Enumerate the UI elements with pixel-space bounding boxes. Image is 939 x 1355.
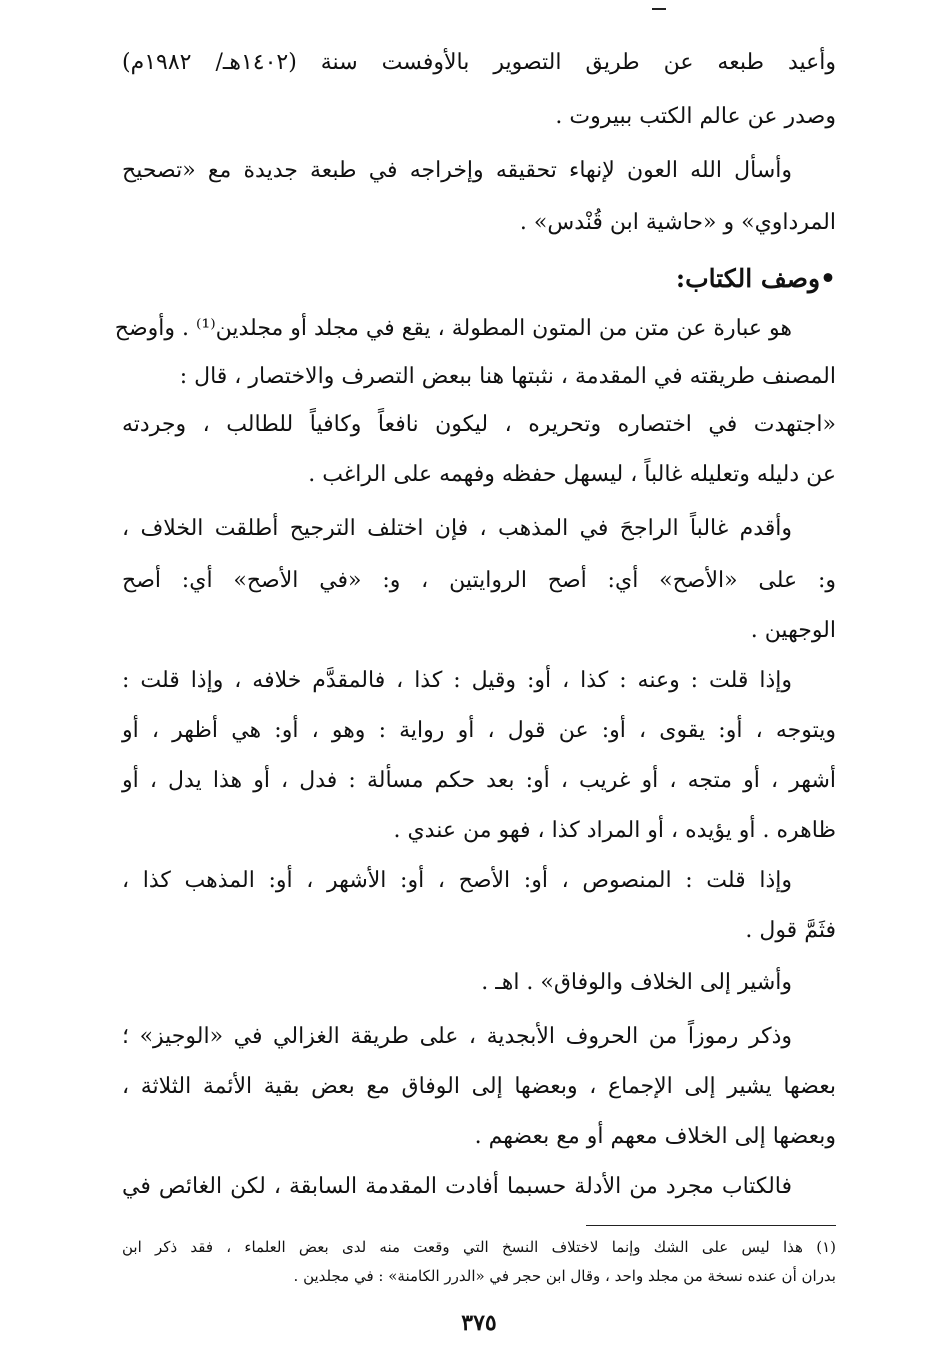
text-line: «اجتهدت في اختصاره وتحريره ، ليكون نافعاً وكافياً للطالب ، وجردته bbox=[122, 412, 836, 437]
document-page bbox=[114, 0, 837, 1355]
page-number: ٣٧٥ bbox=[461, 1310, 497, 1336]
text-line: المصنف طريقته في المقدمة ، نثبتها هنا ببعض التصرف والاختصار ، قال : bbox=[179, 364, 836, 389]
footnote-line: (١) هذا ليس على الشك وإنما لاختلاف النسخ التي وقعت منه لدى بعض العلماء ، فقد ذكر ابن bbox=[122, 1238, 836, 1256]
text-line: بعضها يشير إلى الإجماع ، وبعضها إلى الوفاق مع بعض بقية الأئمة الثلاثة ، bbox=[122, 1074, 836, 1099]
text-line: وأشير إلى الخلاف والوفاق» . اهـ . bbox=[481, 970, 792, 995]
text-line: وأسأل الله العون لإنهاء تحقيقه وإخراجه في طبعة جديدة مع «تصحيح bbox=[122, 158, 792, 183]
text-line: وإذا قلت : المنصوص ، أو: الأصح ، أو: الأشهر ، أو: المذهب كذا ، bbox=[122, 868, 792, 893]
text-line: هو عبارة عن متن من المتون المطولة ، يقع في مجلد أو مجلدين⁽¹⁾ . وأوضح bbox=[114, 316, 792, 341]
text-line: وذكر رموزاً من الحروف الأبجدية ، على طريقة الغزالي في «الوجيز» ؛ bbox=[122, 1024, 792, 1049]
text-line: ويتوجه ، أو: يقوى ، أو: عن قول ، أو رواية : وهو ، أو: هي أظهر ، أو bbox=[122, 718, 836, 743]
text-line: وأعيد طبعه عن طريق التصوير بالأوفست سنة (١٤٠٢هـ/ ١٩٨٢م) bbox=[122, 50, 837, 75]
text-line: و: على «الأصح» أي: أصح الروايتين ، و: «في الأصح» أي: أصح bbox=[122, 568, 836, 593]
text-line: وأقدم غالباً الراجحَ في المذهب ، فإن اختلف الترجيح أطلقت الخلاف ، bbox=[122, 516, 792, 541]
text-line: أشهر ، أو متجه ، أو غريب ، أو: بعد حكم مسألة : فدل ، أو هذا يدل ، أو bbox=[122, 768, 836, 793]
footnote-divider bbox=[586, 1225, 836, 1226]
text-line: فثَمَّ قول . bbox=[745, 918, 836, 943]
text-line: عن دليله وتعليله غالباً ، ليسهل حفظه وفهمه على الراغب . bbox=[308, 462, 836, 487]
footnote-line: بدران أن عنده نسخة من مجلد واحد ، وقال ابن حجر في «الدرر الكامنة» : في مجلدين . bbox=[293, 1267, 836, 1285]
text-line: وإذا قلت : وعنه : كذا ، أو: وقيل : كذا ، فالمقدَّم خلافه ، وإذا قلت : bbox=[122, 668, 792, 693]
text-line: وبعضها إلى الخلاف معهم أو مع بعضهم . bbox=[474, 1124, 836, 1149]
text-line: الوجهين . bbox=[750, 618, 836, 643]
text-line: وصدر عن عالم الكتب ببيروت . bbox=[555, 104, 836, 129]
section-heading: •وصف الكتاب: bbox=[675, 264, 836, 293]
text-line: ظاهره . أو يؤيده ، أو المراد كذا ، فهو من عندي . bbox=[393, 818, 836, 843]
text-line: فالكتاب مجرد من الأدلة حسبما أفادت المقدمة السابقة ، لكن الغائص في bbox=[122, 1174, 792, 1199]
top-edge-mark bbox=[652, 0, 666, 10]
text-line: المرداوي» و «حاشية ابن قُنْدس» . bbox=[519, 210, 836, 235]
